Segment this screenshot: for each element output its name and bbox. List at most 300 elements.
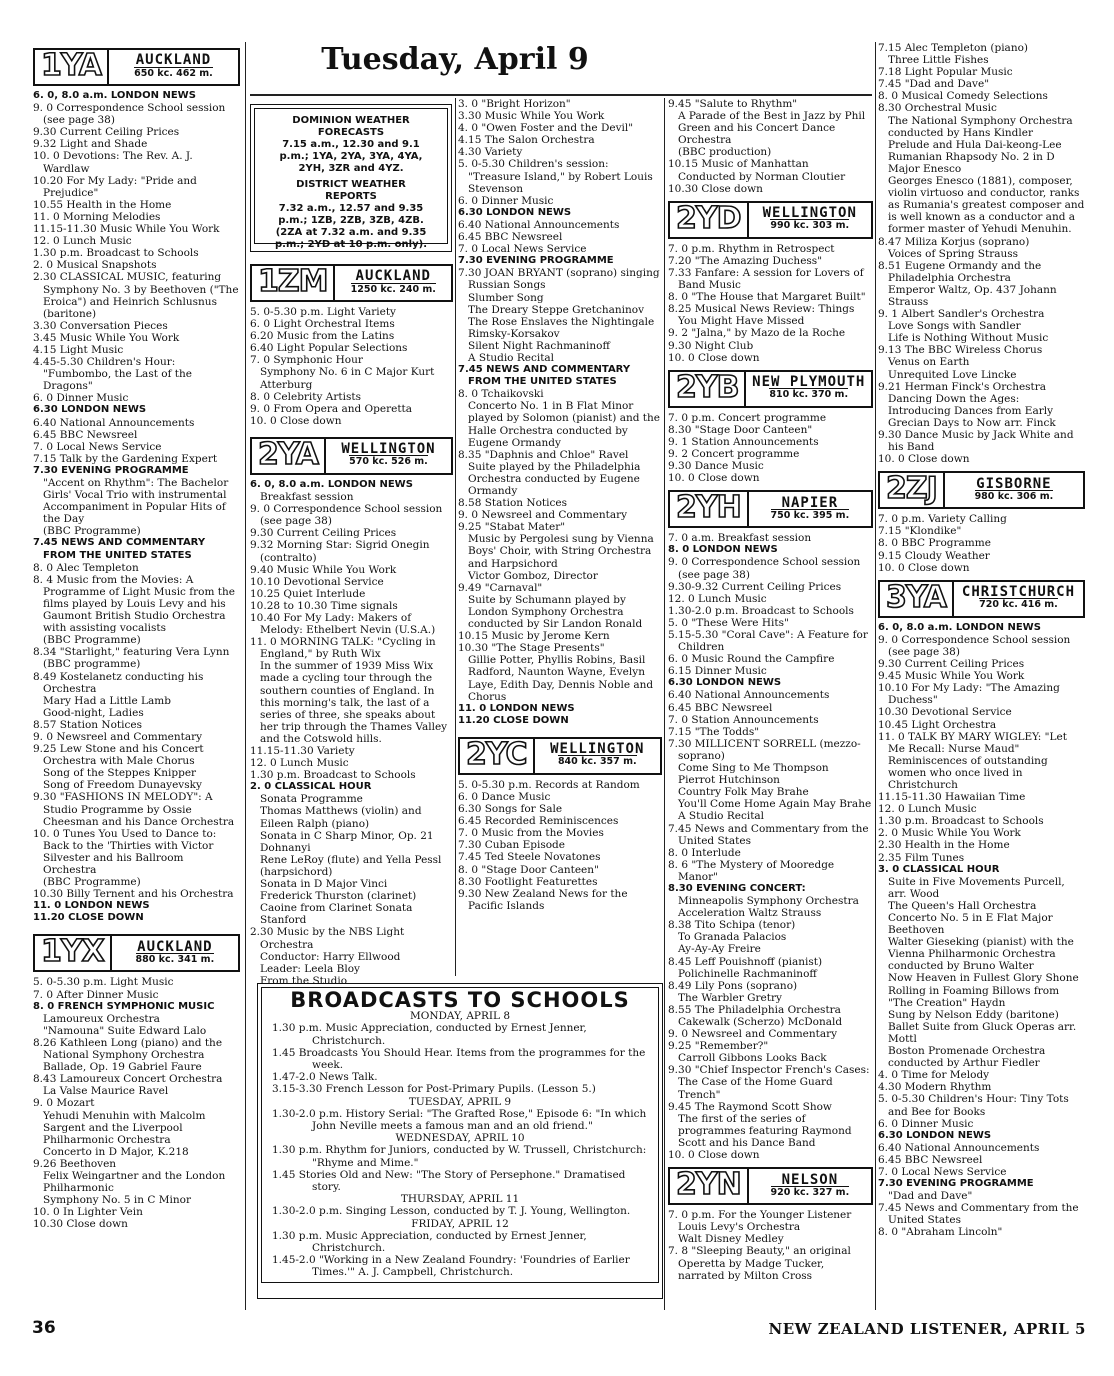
program-item: Suite in Five Movements Purcell, arr. Wood (888, 875, 1065, 900)
program-item: 8. 0 LONDON NEWS (668, 544, 778, 556)
program-item: 7.30 Cuban Episode (458, 839, 565, 852)
program-item: 8.30 EVENING CONCERT: (668, 882, 806, 894)
program-item: 8.51 Eugene Ormandy and the Philadelphia Orchestra (878, 259, 1042, 284)
program-item: 9.30-9.32 Current Ceiling Prices (668, 580, 842, 593)
program-item: 9. 2 "Jalna," by Mazo de la Roche (668, 327, 846, 340)
station-header-2ya (250, 437, 453, 475)
program-item: 4.15 The Salon Orchestra (458, 134, 595, 147)
program-item: 5.15-5.30 "Coral Cave": A Feature for Children (668, 629, 868, 654)
program-item: Ballet Suite from Gluck Operas arr. Mottl (888, 1020, 1077, 1045)
program-item: 3.30 Conversation Pieces (33, 319, 168, 332)
program-item: 8. 0 "The House that Margaret Built" (668, 291, 866, 304)
station-city: AUCKLAND (137, 938, 213, 955)
program-item: Song of the Steppes Knipper (43, 767, 197, 780)
program-item: 9. 0 Newsreel and Commentary (33, 730, 203, 743)
program-list-2yn-cont (878, 42, 1085, 465)
program-item: 8.38 Tito Schipa (tenor) (668, 919, 796, 932)
program-item: Reminiscences of outstanding women who once lived in Christchurch (888, 754, 1048, 791)
program-item: 5. 0 "These Were Hits" (668, 616, 789, 629)
program-item: Louis Levy's Orchestra (678, 1221, 801, 1234)
program-item: 6.30 LONDON NEWS (458, 206, 572, 218)
station-header-2yn (668, 1167, 873, 1205)
program-item: 4. 0 "Owen Foster and the Devil" (458, 122, 634, 135)
program-item: 8.35 "Daphnis and Chloe" Ravel (458, 448, 629, 461)
program-item: 7. 0 Station Announcements (668, 713, 819, 726)
column-rule (664, 98, 665, 1310)
program-item: (BBC production) (678, 146, 772, 159)
program-item: Gillie Potter, Phyllis Robins, Basil Radford, Naunton Wayne, Evelyn Laye, Edith Day, Dennis Noble and Chorus (468, 654, 654, 703)
station-call: 2ZJ (880, 473, 945, 507)
program-item: 9. 0 From Opera and Operetta (250, 402, 413, 415)
program-item: 3. 0 CLASSICAL HOUR (878, 863, 1000, 875)
program-item: 11. 0 MORNING TALK: "Cycling in England," by Ruth Wix (250, 636, 436, 661)
program-item: 8. 0 "Abraham Lincoln" (878, 1226, 1003, 1239)
program-item: 12. 0 Lunch Music (668, 592, 767, 605)
station-freq: 880 kc. 341 m. (135, 953, 215, 965)
program-item: 11. 0 Morning Melodies (33, 210, 161, 223)
station-call: 2YB (670, 372, 746, 406)
schools-line: 1.45 Stories Old and New: "The Story of Persephone." Dramatised story. (272, 1168, 626, 1194)
program-item: 2. 0 Musical Snapshots (33, 259, 157, 272)
page-number: 36 (32, 1318, 56, 1338)
program-item: The Dreary Steppe Gretchaninov (468, 303, 645, 316)
schools-title: BROADCASTS TO SCHOOLS (290, 988, 630, 1012)
program-item: 10.10 Devotional Service (250, 575, 384, 588)
program-item: Concerto No. 5 in E Flat Major Beethoven (888, 912, 1053, 937)
station-freq: 810 kc. 370 m. (769, 389, 849, 401)
schools-line: 1.45-2.0 "Working in a New Zealand Foundry: 'Foundries of Earlier Times.'" A. J. Campbell, Christchurch. (272, 1254, 630, 1279)
program-item: The Queen's Hall Orchestra (888, 899, 1037, 912)
program-item: 9.32 Light and Shade (33, 138, 148, 151)
program-item: Pierrot Hutchinson (678, 774, 780, 787)
publication-footer: NEW ZEALAND LISTENER, APRIL 5 (768, 1320, 1086, 1338)
schools-line: 1.30 p.m. Music Appreciation, conducted by Ernest Jenner, Christchurch. (272, 1229, 587, 1255)
program-item: 7.30 EVENING PROGRAMME (878, 1178, 1034, 1190)
program-item: 7. 0 p.m. Variety Calling (878, 513, 1007, 526)
program-item: 9.30 Current Ceiling Prices (33, 126, 180, 139)
schools-line: MONDAY, APRIL 8 (409, 1010, 511, 1023)
program-item: 6.30 Songs for Sale (458, 803, 563, 816)
program-item: 7. 0 Local News Service (878, 1165, 1007, 1178)
program-item: The Rose Enslaves the Nightingale Rimsky-Korsakov (468, 315, 655, 340)
program-item: 8.49 Kostelanetz conducting his Orchestra (33, 670, 204, 695)
program-item: 9. 0 Newsreel and Commentary (668, 1028, 838, 1041)
program-item: Suite by Schumann played by London Symphony Orchestra conducted by Sir Landon Ronald (468, 593, 643, 631)
program-item: 8. 0 FRENCH SYMPHONIC MUSIC (33, 1000, 215, 1012)
program-item: Symphony No. 5 in C Minor (43, 1194, 191, 1207)
program-item: Felix Weingartner and the London Philharmonic (43, 1169, 226, 1195)
program-item: 1.30 p.m. Broadcast to Schools (33, 247, 199, 260)
program-item: Suite played by the Philadelphia Orchestra conducted by Eugene Ormandy (468, 460, 641, 497)
program-item: 4.15 Light Music (33, 343, 124, 356)
program-item: 6.45 BBC Newsreel (878, 1153, 983, 1166)
schools-line: 1.30-2.0 p.m. Singing Lesson, conducted by T. J. Young, Wellington. (272, 1205, 631, 1218)
program-item: 7. 0 a.m. Breakfast session (668, 532, 812, 545)
program-item: 9. 2 Concert programme (668, 447, 800, 460)
program-item: 10.30 Billy Ternent and his Orchestra (33, 888, 234, 901)
program-item: 11. 0 LONDON NEWS (458, 702, 575, 714)
program-item: 10.30 Close down (33, 1218, 128, 1231)
program-item: 8.58 Station Notices (458, 497, 567, 510)
program-item: 6.30 LONDON NEWS (33, 404, 147, 416)
program-item: 8. 0 Interlude (668, 846, 741, 859)
station-call: 2YH (670, 492, 749, 526)
program-list-2yb (668, 412, 873, 485)
program-item: 9.40 Music While You Work (250, 563, 397, 576)
program-item: 8. 4 Music from the Movies: A Programme of Light Music from the films played by Louis Levy and his Gaumont British Studio Orchestra with assisting vocalists (33, 573, 235, 635)
program-item: 11.20 CLOSE DOWN (33, 912, 144, 924)
station-city: NELSON (781, 1171, 839, 1188)
program-item: Life is Nothing Without Music (888, 332, 1049, 345)
program-item: Polichinelle Rachmaninoff (678, 967, 817, 980)
program-item: 7. 0 p.m. For the Younger Listener (668, 1209, 852, 1222)
program-item: 6.40 National Announcements (458, 218, 620, 231)
column-3 (458, 98, 662, 912)
schools-line: FRIDAY, APRIL 12 (411, 1217, 509, 1230)
program-item: 7.33 Fanfare: A session for Lovers of Band Music (668, 266, 864, 292)
program-item: 8.45 Leff Pouishnoff (pianist) (668, 955, 823, 968)
program-item: 8.30 Orchestral Music (878, 102, 997, 115)
program-item: 9.45 Music While You Work (878, 670, 1025, 683)
station-freq: 1250 kc. 240 m. (350, 283, 436, 295)
station-freq: 990 kc. 303 m. (770, 220, 850, 232)
program-item: 2.30 Music by the NBS Light Orchestra (250, 926, 405, 951)
program-item: Acceleration Waltz Strauss (678, 907, 822, 920)
program-item: 9. 0 Newsreel and Commentary (458, 509, 628, 522)
program-item: 9.45 "Salute to Rhythm" (668, 98, 798, 110)
program-item: 7.45 NEWS AND COMMENTARY FROM THE UNITED STATES (458, 364, 631, 388)
program-item: 10.28 to 10.30 Time signals (250, 599, 398, 612)
program-item: Prelude and Hula Dai-keong-Lee (888, 138, 1062, 151)
program-item: Song of Freedom Dunayevsky (43, 779, 202, 792)
station-header-2zj (878, 471, 1085, 509)
schools-line: 1.30 p.m. Rhythm for Juniors, conducted by W. Trussell, Christchurch: "Rhyme and Mime." (272, 1144, 647, 1169)
program-item: Three Little Fishes (888, 54, 989, 67)
program-item: 7. 0 Music from the Movies (458, 827, 604, 840)
program-item: 6. 0 Light Orchestral Items (250, 318, 395, 331)
program-item: Georges Enesco (1881), composer, violin virtuoso and conductor, ranks as Rumania's greatest composer and is well known as a conductor and a former master of Yehudi Menuhin. (888, 175, 1085, 236)
program-item: 9.32 Morning Star: Sigrid Onegin (contralto) (250, 539, 430, 564)
station-city: GISBORNE (976, 475, 1052, 492)
program-item: 9. 1 Albert Sandler's Orchestra (878, 308, 1045, 321)
program-item: "Namouna" Suite Edward Lalo (43, 1024, 207, 1037)
program-item: Lamoureux Orchestra (43, 1012, 160, 1025)
program-item: 2.30 CLASSICAL MUSIC, featuring Symphony No. 3 by Beethoven ("The Eroica") and Heinrich Schlusnus (baritone) (33, 271, 239, 320)
program-item: 9.30 New Zealand News for the Pacific Islands (458, 887, 628, 912)
program-list-1yx (33, 976, 240, 1230)
program-item: 10.55 Health in the Home (33, 198, 172, 211)
program-item: Love Songs with Sandler (888, 320, 1021, 333)
program-item: Breakfast session (260, 491, 354, 504)
program-item: Walter Gieseking (pianist) with the Vienna Philharmonic Orchestra conducted by Bruno Walter (888, 936, 1074, 973)
program-item: 4. 0 Time for Melody (878, 1069, 990, 1082)
program-item: 1.30 p.m. Broadcast to Schools (250, 769, 416, 782)
station-city: CHRISTCHURCH (961, 584, 1076, 601)
station-city: AUCKLAND (355, 268, 431, 285)
station-call: 2YC (460, 739, 535, 773)
program-item: "Dad and Dave" (888, 1190, 973, 1203)
weather-line: (2ZA at 7.32 a.m. and 9.35 (275, 227, 427, 238)
program-item: 9.30 Dance Music (668, 460, 764, 473)
program-item: 9.25 "Stabat Mater" (458, 521, 566, 534)
program-item: 8.55 The Philadelphia Orchestra (668, 1003, 841, 1016)
program-item: 11.15-11.30 Variety (250, 745, 355, 757)
program-item: 12. 0 Lunch Music (878, 803, 977, 816)
station-city: NEW PLYMOUTH (752, 374, 866, 391)
program-item: 5. 0-5.30 p.m. Light Variety (250, 306, 396, 318)
program-item: 8.30 "Stage Door Canteen" (668, 423, 813, 436)
weather-line: p.m.; 1ZB, 2ZB, 3ZB, 4ZB. (278, 215, 424, 226)
program-item: 3. 0 "Bright Horizon" (458, 98, 571, 110)
program-item: 2. 0 Music While You Work (878, 827, 1021, 840)
program-item: Victor Gomboz, Director (468, 569, 598, 582)
program-item: 10.20 For My Lady: "Pride and Prejudice" (33, 174, 197, 199)
program-item: 9.26 Beethoven (33, 1157, 117, 1170)
program-item: 4.45-5.30 Children's Hour: "Fumbombo, the Last of the Dragons" (33, 356, 193, 393)
program-item: 8.57 Station Notices (33, 718, 142, 731)
page-title: Tuesday, April 9 (321, 42, 589, 77)
program-item: Silent Night Rachmaninoff (468, 339, 610, 352)
program-item: 3.45 Music While You Work (33, 331, 180, 344)
program-item: 7.30 MILLICENT SORRELL (mezzo-soprano) (668, 737, 861, 762)
weather-box (250, 104, 452, 252)
program-item: 6. 0, 8.0 a.m. LONDON NEWS (878, 621, 1041, 633)
program-item: 5. 0-5.30 Children's Hour: Tiny Tots and Bee for Books (878, 1093, 1069, 1118)
program-item: 8.43 Lamoureux Concert Orchestra (33, 1073, 223, 1086)
program-item: 10. 0 Close down (878, 453, 970, 466)
program-item: 10. 0 Close down (668, 472, 760, 485)
program-item: Slumber Song (468, 291, 544, 304)
program-item: 6.45 Recorded Reminiscences (458, 815, 619, 828)
program-item: 7.30 JOAN BRYANT (soprano) singing Russian Songs (458, 267, 660, 292)
program-item: 6.40 National Announcements (878, 1141, 1040, 1154)
column-1 (33, 42, 240, 1230)
program-item: A Parade of the Best in Jazz by Phil Green and his Concert Dance Orchestra (678, 110, 866, 147)
program-item: Country Folk May Brahe (678, 786, 809, 799)
program-item: 6. 0 Dinner Music (878, 1117, 974, 1130)
weather-line: p.m.; 1YA, 2YA, 3YA, 4YA, (279, 151, 423, 162)
program-item: 9.25 "Remember?" (668, 1040, 769, 1053)
program-item: 6.40 Light Popular Selections (250, 342, 408, 355)
program-item: 7.20 "The Amazing Duchess" (668, 254, 823, 267)
program-item: The Warbler Gretry (678, 991, 782, 1004)
program-item: Minneapolis Symphony Orchestra (678, 895, 859, 908)
program-item: 10.15 Music of Manhattan (668, 158, 809, 171)
program-item: 9. 0 Mozart (33, 1097, 95, 1110)
program-item: Frederick Thurston (clarinet) (260, 890, 417, 903)
program-item: Concerto No. 1 in B Flat Minor played by Solomon (pianist) and the Halle Orchestra conducted by Eugene Ormandy (468, 400, 660, 449)
program-item: 6.40 National Announcements (33, 416, 195, 429)
program-item: The first of the series of programmes featuring Raymond Scott and his Dance Band (678, 1112, 852, 1149)
station-header-1yx (33, 934, 240, 972)
station-freq: 720 kc. 416 m. (979, 599, 1058, 611)
program-item: Sonata Programme (260, 793, 363, 806)
program-item: 8.49 Lily Pons (soprano) (668, 979, 798, 992)
program-list-2zj (878, 513, 1085, 573)
program-item: 11. 0 LONDON NEWS (33, 900, 150, 912)
program-item: 8.30 Footlight Featurettes (458, 875, 598, 888)
program-item: 10. 0 Close down (878, 561, 970, 574)
program-item: 7.45 "Dad and Dave" (878, 78, 990, 91)
weather-line: 7.15 a.m., 12.30 and 9.1 (282, 139, 420, 150)
program-item: 10.30 Close down (668, 182, 763, 195)
program-item: Unrequited Love Lincke (888, 368, 1017, 381)
station-header-2yd (668, 201, 873, 239)
program-item: 2.30 Health in the Home (878, 839, 1010, 852)
program-item: 1.30 p.m. Broadcast to Schools (878, 815, 1044, 828)
station-city: WELLINGTON (341, 441, 436, 458)
program-list-1ya (33, 90, 240, 924)
program-item: 10.10 For My Lady: "The Amazing Duchess" (878, 682, 1060, 707)
program-item: Leader: Leela Bloy (260, 962, 360, 975)
station-city: WELLINGTON (550, 741, 645, 758)
program-item: Now Heaven in Fullest Glory Shone (888, 972, 1079, 985)
program-item: Rene LeRoy (flute) and Yella Pessl (harpsichord) (260, 853, 442, 878)
weather-line: REPORTS (325, 191, 377, 202)
program-item: Venus on Earth (888, 356, 970, 369)
program-item: 6.20 Music from the Latins (250, 330, 395, 343)
column-rule (455, 98, 456, 976)
program-item: The National Symphony Orchestra conducted by Hans Kindler (888, 114, 1073, 139)
program-item: Boston Promenade Orchestra conducted by Arthur Fiedler (888, 1045, 1046, 1070)
program-item: 11.15-11.30 Music While You Work (33, 223, 220, 236)
program-item: 10.30 Devotional Service (878, 706, 1012, 719)
program-item: Voices of Spring Strauss (888, 247, 1019, 260)
program-item: 8.26 Kathleen Long (piano) and the National Symphony Orchestra (33, 1036, 223, 1062)
program-item: A Studio Recital (468, 351, 555, 364)
program-item: 10. 0 Tunes You Used to Dance to: Back to the 'Thirties with Victor Silvester and his Ballroom Orchestra (33, 827, 217, 876)
program-item: 8. 0 Alec Templeton (33, 561, 139, 574)
program-item: (BBC Programme) (43, 525, 141, 538)
schools-line: 1.30-2.0 p.m. History Serial: "The Grafted Rose," Episode 6: "In which John Neville meets a famous man and an old friend." (272, 1107, 647, 1133)
program-item: To Granada Palacios (678, 931, 787, 944)
program-item: 12. 0 Lunch Music (250, 757, 349, 770)
program-item: Sonata in C Sharp Minor, Op. 21 Dohnanyi (260, 829, 434, 854)
program-item: 8. 6 "The Mystery of Mooredge Manor" (668, 858, 835, 883)
schools-line: THURSDAY, APRIL 11 (400, 1193, 520, 1206)
program-item: Music by Pergolesi sung by Vienna Boys' Choir, with String Orchestra and Harpsichord (468, 533, 654, 570)
program-item: 6.15 Dinner Music (668, 665, 767, 678)
program-item: 9.49 "Carnaval" (458, 581, 543, 594)
program-list-1zm (250, 306, 453, 427)
program-item: 7.30 EVENING PROGRAMME (458, 255, 614, 267)
program-item: 10.25 Quiet Interlude (250, 587, 366, 600)
program-list-2yc-cont (668, 98, 873, 195)
program-item: A Studio Recital (678, 810, 765, 823)
program-item: Emperor Waltz, Op. 437 Johann Strauss (888, 283, 1057, 308)
program-item: 7.15 "The Todds" (668, 725, 760, 738)
program-item: 8. 0 "Stage Door Canteen" (458, 863, 599, 876)
station-freq: 570 kc. 526 m. (349, 456, 428, 468)
station-city: AUCKLAND (135, 52, 212, 69)
program-item: Conducted by Norman Cloutier (678, 170, 846, 183)
program-item: 9.30 Dance Music by Jack White and his Band (878, 429, 1074, 454)
program-list-2yc (458, 779, 662, 912)
station-call: 2YD (670, 203, 749, 237)
station-city: WELLINGTON (762, 205, 857, 222)
station-header-2yh (668, 490, 873, 528)
program-item: 6.45 BBC Newsreel (33, 428, 138, 441)
program-item: 4.30 Variety (458, 146, 523, 159)
weather-line: p.m.; 2YD at 10 p.m. only). (274, 239, 427, 250)
program-item: 6.45 BBC Newsreel (668, 701, 773, 714)
schools-line: 3.15-3.30 French Lesson for Post-Primary Pupils. (Lesson 5.) (272, 1083, 596, 1096)
program-item: 10. 0 Close down (250, 414, 342, 427)
program-item: 5. 0-5.30 p.m. Records at Random (458, 778, 640, 791)
weather-line: DOMINION WEATHER (292, 115, 410, 126)
program-item: 7.18 Light Popular Music (878, 66, 1013, 79)
weather-line: FORECASTS (317, 127, 385, 138)
program-item: 9.13 The BBC Wireless Chorus (878, 344, 1043, 357)
station-freq: 750 kc. 395 m. (770, 509, 850, 521)
program-item: Ay-Ay-Ay Freire (678, 943, 761, 956)
program-item: 11. 0 TALK BY MARY WIGLEY: "Let Me Recall: Nurse Maud" (878, 730, 1067, 755)
program-list-2yn (668, 1209, 873, 1282)
program-item: 8. 0 Musical Comedy Selections (878, 90, 1048, 103)
station-call: 1YA (35, 50, 109, 84)
station-header-1ya (33, 48, 240, 86)
program-item: (BBC Programme) (43, 876, 141, 889)
program-item: La Valse Maurice Ravel (43, 1085, 169, 1098)
weather-line: DISTRICT WEATHER (296, 179, 406, 190)
schools-line: 1.45 Broadcasts You Should Hear. Items from the programmes for the week. (272, 1046, 646, 1072)
program-item: Concerto in D Major, K.218 (43, 1145, 189, 1158)
program-item: 9.15 Cloudy Weather (878, 549, 990, 562)
program-item: 8. 0 BBC Programme (878, 537, 991, 550)
schools-lines (272, 1010, 648, 1278)
program-item: 6. 0 Dinner Music (458, 194, 554, 207)
program-item: Rolling in Foaming Billows from "The Creation" Haydn (888, 984, 1060, 1009)
program-item: In the summer of 1939 Miss Wix made a cycling tour through the southern counties of England. In this morning's talk, the last of a series of three, she speaks about her trip through the Thames Valley and the Cotswold hills. (260, 660, 448, 745)
program-list-2ya (250, 479, 453, 987)
program-item: 7.15 Talk by the Gardening Expert (33, 452, 218, 465)
program-item: 5. 0-5.30 p.m. Light Music (33, 976, 174, 989)
station-call: 3YA (880, 582, 954, 616)
program-item: 7. 0 p.m. Concert programme (668, 411, 827, 424)
program-item: 7.45 News and Commentary from the United States (668, 822, 869, 847)
column-4 (668, 98, 873, 1282)
program-item: 9. 0 Correspondence School session (see page 38) (668, 556, 861, 581)
weather-line: 7.32 a.m., 12.57 and 9.35 (278, 203, 424, 214)
program-list-2ya-cont (458, 98, 662, 727)
schools-line: WEDNESDAY, APRIL 10 (395, 1132, 525, 1145)
program-item: 8. 0 Celebrity Artists (250, 390, 361, 403)
program-item: "Accent on Rhythm": The Bachelor Girls' Vocal Trio with instrumental Accompaniment in Popular Hits of the Day (43, 477, 229, 526)
program-item: 8.47 Miliza Korjus (soprano) (878, 235, 1030, 248)
program-item: 9. 0 Correspondence School session (see page 38) (250, 503, 443, 528)
program-item: Thomas Matthews (violin) and Eileen Ralph (piano) (260, 805, 422, 830)
program-item: 7.15 "Klondike" (878, 525, 962, 538)
program-item: Walt Disney Medley (678, 1233, 784, 1246)
program-item: 9.30 Night Club (668, 339, 754, 352)
program-item: 6.30 LONDON NEWS (668, 677, 782, 689)
program-item: 9.25 Lew Stone and his Concert Orchestra with Male Chorus (33, 743, 204, 768)
program-item: 10. 0 Devotions: The Rev. A. J. Wardlaw (33, 150, 193, 175)
program-item: (BBC Programme) (43, 634, 141, 647)
program-list-2yh (668, 532, 873, 1161)
program-item: Symphony No. 6 in C Major Kurt Atterburg (260, 366, 435, 391)
program-item: 6. 0, 8.0 a.m. LONDON NEWS (33, 90, 196, 101)
program-item: Rumanian Rhapsody No. 2 in D Major Enesco (888, 150, 1055, 175)
schools-line: TUESDAY, APRIL 9 (408, 1095, 512, 1108)
program-item: 7. 0 Local News Service (33, 440, 162, 453)
program-item: 7. 0 p.m. Rhythm in Retrospect (668, 242, 835, 255)
program-item: 7. 0 After Dinner Music (33, 988, 159, 1001)
station-freq: 840 kc. 357 m. (557, 756, 637, 768)
program-item: 12. 0 Lunch Music (33, 235, 132, 248)
program-item: You'll Come Home Again May Brahe (678, 798, 872, 811)
schools-line: 1.30 p.m. Music Appreciation, conducted by Ernest Jenner, Christchurch. (272, 1022, 587, 1047)
